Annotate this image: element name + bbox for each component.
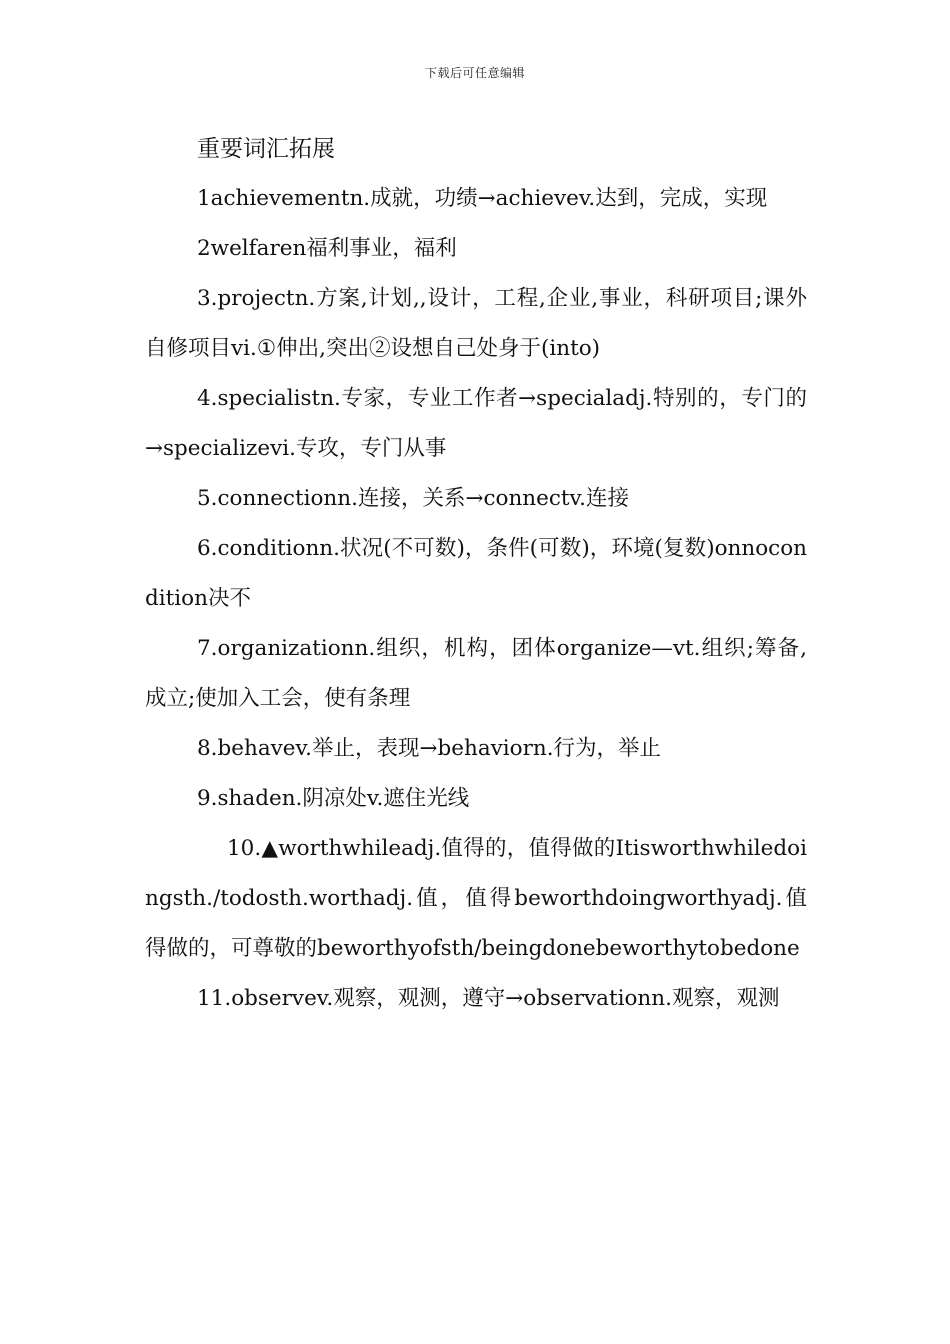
vocab-item-10: 10.▲worthwhileadj.值得的，值得做的Itisworthwhiledoingsth./todosth.worthadj.值，值得beworthdoingworthyadj.值得做的，可尊敬的beworthyofsth/beingdonebeworthytobedone: [145, 836, 807, 961]
vocab-item-7: 7.organizationn.组织，机构，团体organize—vt.组织;筹备,成立;使加入工会，使有条理: [145, 636, 807, 711]
vocab-item-4: 4.specialistn.专家，专业工作者→specialadj.特别的，专门的→specializevi.专攻，专门从事: [145, 386, 807, 461]
vocab-item-6: 6.conditionn.状况(不可数)，条件(可数)，环境(复数)onnocondition决不: [145, 536, 807, 611]
document-body: [145, 124, 807, 1024]
vocab-item-11: 11.observev.观察，观测，遵守→observationn.观察，观测: [197, 986, 780, 1011]
vocab-item-1: 1achievementn.成就，功绩→achievev.达到，完成，实现: [197, 186, 768, 211]
page-header-note: 下载后可任意编辑: [424, 66, 525, 80]
section-heading: 重要词汇拓展: [197, 136, 335, 162]
vocab-item-9: 9.shaden.阴凉处v.遮住光线: [197, 786, 470, 811]
vocab-item-8: 8.behavev.举止，表现→behaviorn.行为，举止: [197, 736, 662, 761]
vocab-item-2: 2welfaren福利事业，福利: [197, 236, 457, 261]
vocab-item-5: 5.connectionn.连接，关系→connectv.连接: [197, 486, 629, 511]
vocab-item-3: 3.projectn.方案,计划,,设计，工程,企业,事业，科研项目;课外自修项目vi.①伸出,突出②设想自己处身于(into): [145, 286, 807, 361]
